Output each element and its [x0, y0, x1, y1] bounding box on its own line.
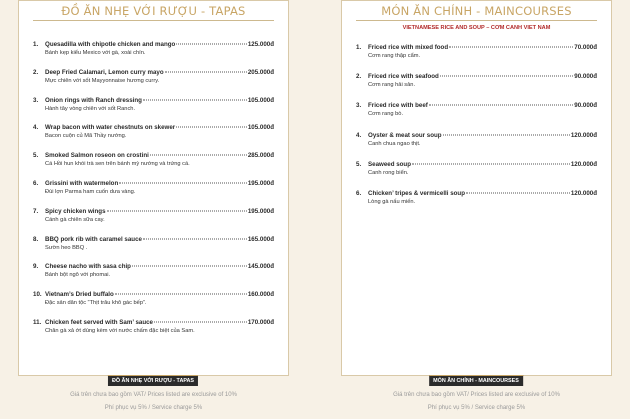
maincourses-menu-list: [356, 44, 597, 219]
menu-item-name: Spicy chicken wings: [45, 207, 106, 215]
menu-item-leader-dots: [176, 127, 247, 128]
menu-item-line: [33, 291, 274, 298]
menu-item-name: Grissini with watermelon: [45, 179, 119, 187]
menu-item: [356, 73, 597, 102]
menu-item-number: 5.: [356, 160, 362, 168]
menu-item-leader-dots: [143, 238, 247, 239]
menu-item-leader-dots: [466, 192, 570, 193]
menu-item-leader-dots: [115, 294, 247, 295]
menu-item-number: 6.: [356, 189, 362, 197]
menu-item-price: 70.000đ: [574, 44, 597, 51]
menu-item: [33, 41, 274, 69]
menu-item-name: Chicken’ tripes & vermicelli soup: [368, 189, 465, 197]
menu-item-description: Sườn heo BBQ .: [45, 244, 88, 251]
menu-item-number: 10.: [33, 291, 42, 299]
menu-item-price: 195.000đ: [247, 207, 274, 215]
menu-item: [33, 152, 274, 180]
menu-item-line: [356, 102, 597, 109]
menu-item-line: [356, 73, 597, 80]
menu-item-description: Lòng gà nấu miến.: [368, 198, 416, 205]
tapas-page: [18, 0, 289, 376]
menu-item-line: [356, 132, 597, 139]
menu-item-number: 1.: [33, 41, 39, 48]
menu-item-line: [356, 190, 597, 197]
menu-item-number: 4.: [33, 124, 39, 132]
menu-item-line: [356, 161, 597, 168]
menu-item-number: 2.: [33, 68, 39, 76]
menu-item-number: 1.: [356, 44, 362, 51]
menu-item-number: 9.: [33, 263, 39, 271]
menu-item-name: Friced rice with seafood: [368, 73, 439, 81]
menu-item-price: 285.000đ: [247, 152, 274, 160]
menu-item-line: [33, 41, 274, 48]
menu-item-price: 105.000đ: [247, 96, 274, 104]
menu-item-name: Seaweed soup: [368, 160, 411, 168]
menu-item-description: Cá Hồi hun khói trà sen trên bánh mỳ nướng và trứng cá.: [45, 161, 190, 168]
menu-item-number: 3.: [33, 96, 39, 104]
menu-item-leader-dots: [154, 321, 247, 322]
menu-item-line: [33, 124, 274, 131]
menu-item-price: 105.000đ: [247, 124, 274, 132]
maincourses-footer-badge: MÓN ĂN CHÍNH - MAINCOURSES: [429, 375, 523, 386]
menu-item-line: [33, 319, 274, 326]
menu-item-name: Cheese nacho with sasa chip: [45, 263, 131, 271]
menu-item: [356, 44, 597, 73]
menu-item-description: Cánh gà chiên sữa cay.: [45, 216, 105, 223]
menu-item-leader-dots: [143, 99, 247, 100]
menu-item: [33, 208, 274, 236]
menu-item-name: Deep Fried Calamari, Lemon curry mayo: [45, 68, 164, 76]
menu-item-leader-dots: [429, 105, 573, 106]
menu-item-leader-dots: [443, 134, 570, 135]
menu-item-leader-dots: [176, 44, 247, 45]
menu-item-leader-dots: [440, 76, 573, 77]
tapas-service-note: Phí phục vụ 5% / Service charge 5%: [104, 405, 203, 411]
menu-item-number: 4.: [356, 131, 362, 139]
menu-item-leader-dots: [165, 71, 247, 72]
menu-item-price: 90.000đ: [574, 73, 597, 81]
menu-item-description: Canh rong biển.: [368, 169, 409, 176]
menu-item-name: Onion rings with Ranch dressing: [45, 96, 142, 104]
tapas-title-divider: [33, 20, 274, 21]
menu-item-leader-dots: [150, 155, 247, 156]
tapas-menu-list: [33, 41, 274, 347]
menu-item-name: Wrap bacon with water chestnuts on skewer: [45, 124, 176, 132]
menu-item-description: Bánh bột ngô với phomai.: [45, 272, 111, 279]
menu-item-number: 11.: [33, 318, 42, 326]
menu-item-number: 6.: [33, 179, 39, 187]
menu-item-price: 90.000đ: [574, 102, 597, 110]
menu-item-description: Cơm rang bò.: [368, 111, 404, 118]
menu-item: [33, 69, 274, 97]
menu-item: [356, 190, 597, 219]
menu-item-number: 2.: [356, 73, 362, 81]
menu-item: [33, 124, 274, 152]
menu-item-number: 5.: [33, 152, 39, 160]
menu-item-number: 8.: [33, 235, 39, 243]
menu-item: [33, 97, 274, 125]
maincourses-page: [341, 0, 612, 376]
menu-item-price: 145.000đ: [247, 263, 274, 271]
menu-item-line: [33, 97, 274, 104]
menu-item-name: Chicken feet served with Sam’ sauce: [45, 318, 153, 326]
menu-item: [33, 180, 274, 208]
menu-item-description: Chân gà xả ớt dùng kèm với nước chấm đặc biệt của Sam.: [45, 327, 195, 334]
menu-item: [33, 236, 274, 264]
menu-item-name: Smoked Salmon roseon on crostini: [45, 152, 149, 160]
menu-item-description: Cơm rang thập cẩm.: [368, 53, 421, 59]
menu-item-number: 3.: [356, 102, 362, 110]
menu-item-description: Hành tây vòng chiên với sốt Ranch.: [45, 105, 136, 112]
menu-item-line: [33, 152, 274, 159]
menu-item-description: Cơm rang hải sản.: [368, 82, 416, 89]
menu-item-leader-dots: [449, 47, 573, 48]
menu-item-line: [33, 69, 274, 76]
menu-item-description: Canh chua ngao thịt.: [368, 140, 421, 147]
tapas-vat-note: Giá trên chưa bao gồm VAT/ Prices listed are exclusive of 10%: [70, 392, 237, 398]
menu-item: [33, 263, 274, 291]
menu-item-leader-dots: [119, 182, 247, 183]
tapas-title: ĐỒ ĂN NHẸ VỚI RƯỢU - TAPAS: [61, 4, 246, 18]
menu-item-price: 165.000đ: [247, 235, 274, 243]
menu-item-name: Vietnam’s Dried buffalo: [45, 291, 114, 299]
menu-item-price: 170.000đ: [247, 318, 274, 326]
maincourses-title: MÓN ĂN CHÍNH - MAINCOURSES: [381, 4, 572, 18]
menu-item-name: Friced rice with beef: [368, 102, 428, 110]
maincourses-service-note: Phí phục vụ 5% / Service charge 5%: [427, 405, 526, 411]
menu-item-price: 160.000đ: [247, 291, 274, 299]
menu-item-name: BBQ pork rib with caramel sauce: [45, 235, 142, 243]
menu-item-price: 120.000đ: [570, 189, 597, 197]
menu-item-name: Friced rice with mixed food: [368, 44, 449, 51]
menu-item-line: [33, 180, 274, 187]
menu-item-price: 120.000đ: [570, 160, 597, 168]
menu-item-price: 125.000đ: [247, 41, 274, 48]
menu-item-description: Bacon cuộn củ Mã Thầy nướng.: [45, 133, 127, 140]
menu-item-leader-dots: [412, 163, 570, 164]
menu-item-description: Đùi lợn Parma ham cuốn dưa vàng.: [45, 188, 136, 195]
menu-item-description: Đặc sản dân tộc “Thịt trâu khô gác bếp”.: [45, 300, 147, 307]
menu-item-price: 205.000đ: [247, 68, 274, 76]
menu-item: [356, 102, 597, 131]
menu-item: [33, 319, 274, 347]
menu-item-price: 195.000đ: [247, 179, 274, 187]
menu-item: [33, 291, 274, 319]
menu-item-line: [33, 236, 274, 243]
maincourses-title-divider: [356, 20, 597, 21]
menu-item-name: Quesadilla with chipotle chicken and mango: [45, 41, 176, 48]
menu-item-price: 120.000đ: [570, 131, 597, 139]
menu-item-line: [33, 263, 274, 270]
maincourses-subtitle: VIETNAMESE RICE AND SOUP – CƠM CANH VIET NAM: [402, 25, 551, 31]
menu-item-leader-dots: [132, 266, 247, 267]
menu-item: [356, 132, 597, 161]
menu-item-line: [356, 44, 597, 51]
maincourses-vat-note: Giá trên chưa bao gồm VAT/ Prices listed are exclusive of 10%: [393, 392, 560, 398]
menu-item-leader-dots: [107, 210, 247, 211]
menu-item-line: [33, 208, 274, 215]
menu-item-description: Mực chiên với sốt Mayyonnaise hương curry.: [45, 77, 160, 84]
menu-item-description: Bánh kẹp kiểu Mexico với gà, xoài chín.: [45, 50, 146, 56]
tapas-footer-badge: ĐỒ ĂN NHẸ VỚI RƯỢU - TAPAS: [108, 375, 198, 386]
menu-item-number: 7.: [33, 207, 39, 215]
menu-item: [356, 161, 597, 190]
menu-item-name: Oyster & meat sour soup: [368, 131, 442, 139]
